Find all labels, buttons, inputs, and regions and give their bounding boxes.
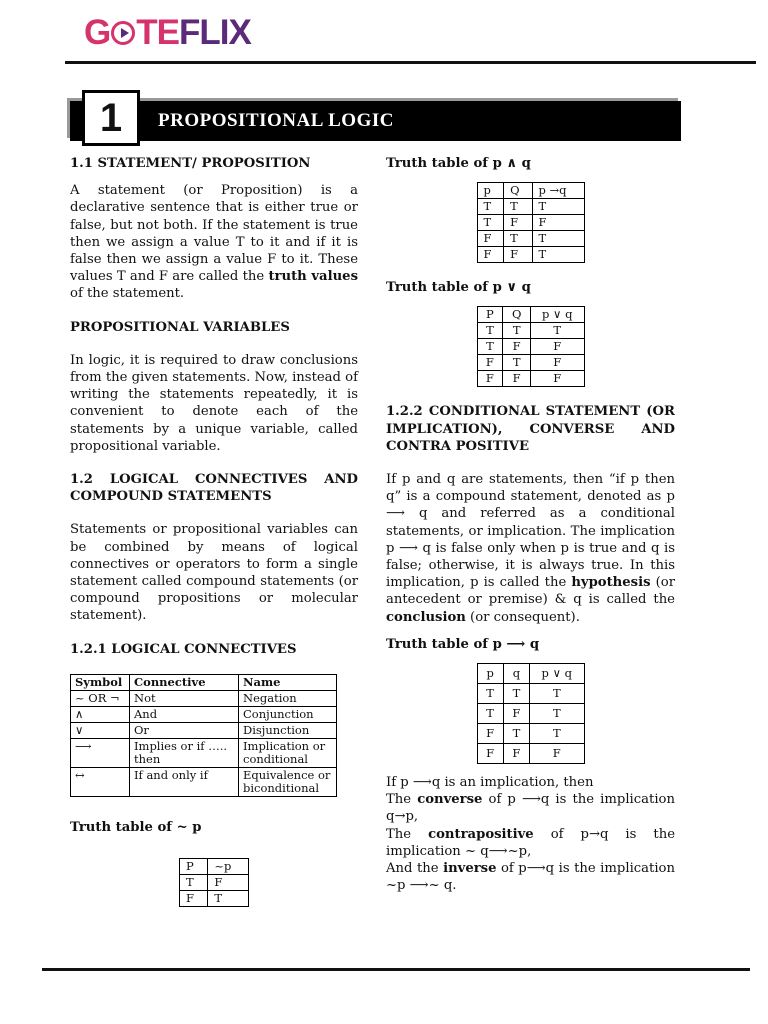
table-cell: F <box>504 215 532 231</box>
table-cell: F <box>180 891 208 907</box>
table-cell: T <box>477 215 504 231</box>
table-row <box>477 339 584 355</box>
section-1-1-title: 1.1 STATEMENT/ PROPOSITION <box>70 156 311 171</box>
table-cell: F <box>530 355 584 371</box>
table-cell: p <box>477 664 503 684</box>
right-column <box>386 155 675 894</box>
table-cell: F <box>208 875 249 891</box>
table-cell: Equivalence or biconditional <box>239 767 337 796</box>
table-cell: Or <box>130 722 239 738</box>
table-cell: F <box>477 231 504 247</box>
table-cell: Q <box>503 307 531 323</box>
not-truth-table-title: Truth table of ~ p <box>70 819 202 835</box>
not-truth-table <box>179 858 249 907</box>
table-cell: Implication or conditional <box>239 738 337 767</box>
section-1-2-title: 1.2 LOGICAL CONNECTIVES AND COMPOUND STATEMENTS <box>70 472 358 505</box>
table-header-row <box>477 307 584 323</box>
table-cell: T <box>530 323 584 339</box>
gateflix-logo: G TE FLIX <box>84 13 251 52</box>
table-row <box>477 323 584 339</box>
table-cell: F <box>477 744 503 764</box>
table-cell: F <box>503 744 529 764</box>
table-cell: F <box>530 744 584 764</box>
table-cell: ⟶ <box>71 738 130 767</box>
contrapositive-line: The contrapositive of p→q is the implication ~ q⟶~p, <box>386 826 675 859</box>
table-row <box>477 704 584 724</box>
table-cell: T <box>530 724 584 744</box>
table-header-row <box>477 183 584 199</box>
propositional-variables-title: PROPOSITIONAL VARIABLES <box>70 319 290 335</box>
table-cell: q <box>503 664 529 684</box>
table-cell: T <box>504 231 532 247</box>
section-1-2-2-title: 1.2.2 CONDITIONAL STATEMENT (OR IMPLICATION), CONVERSE AND CONTRA POSITIVE <box>386 404 675 454</box>
table-cell: p →q <box>532 183 584 199</box>
section-1-2-2-body: If p and q are statements, then “if p then q” is a compound statement, denoted as p ⟶ q and referred as a conditional statements, or implication. The implication p ⟶ q is false only when p is true and q is false; otherwise, it is always true. In this implication, p is called the hypothesis (or antecedent or premise) & q is called the conclusion (or consequent). <box>386 472 675 625</box>
play-icon <box>111 21 135 45</box>
table-cell: Not <box>130 690 239 706</box>
table-cell: T <box>477 684 503 704</box>
table-cell: T <box>504 199 532 215</box>
section-1-1-body: A statement (or Proposition) is a declarative sentence that is either true or false, but not both. If the statement is true then we assign a value T to it and if it is false then we assign a value F to it. These values T and F are called the truth values of the statement. <box>70 183 358 302</box>
table-cell: Negation <box>239 690 337 706</box>
table-cell: p ∨ q <box>530 307 584 323</box>
table-cell: And <box>130 706 239 722</box>
table-cell: F <box>477 371 503 387</box>
table-cell: F <box>530 371 584 387</box>
table-row <box>71 738 337 767</box>
table-cell: ~p <box>208 859 249 875</box>
table-cell: F <box>477 355 503 371</box>
table-cell: Q <box>504 183 532 199</box>
header-rule <box>65 61 756 64</box>
table-cell: p <box>477 183 504 199</box>
table-header-row: Symbol Connective Name <box>71 674 337 690</box>
implication-intro: If p ⟶q is an implication, then <box>386 775 594 791</box>
table-cell: T <box>532 231 584 247</box>
table-cell: T <box>477 199 504 215</box>
table-cell: T <box>503 355 531 371</box>
table-cell: ∧ <box>71 706 130 722</box>
table-header-row <box>477 664 584 684</box>
table-cell: Disjunction <box>239 722 337 738</box>
table-cell: T <box>503 323 531 339</box>
chapter-number: 1 <box>82 90 140 146</box>
table-cell: T <box>477 323 503 339</box>
table-cell: ~ OR ¬ <box>71 690 130 706</box>
table-cell: T <box>532 199 584 215</box>
table-cell: If and only if <box>130 767 239 796</box>
table-row <box>71 706 337 722</box>
table-cell: F <box>504 247 532 263</box>
table-cell: T <box>532 247 584 263</box>
or-truth-table-title: Truth table of p ∨ q <box>386 280 531 296</box>
section-1-2-body: Statements or propositional variables can be combined by means of logical connectives or operators to form a single statement called compound statements (or compound propositions or molecular statement). <box>70 522 358 624</box>
table-cell: T <box>503 724 529 744</box>
or-truth-table <box>477 306 585 387</box>
table-cell: Conjunction <box>239 706 337 722</box>
table-cell: Implies or if ….. then <box>130 738 239 767</box>
table-row <box>477 247 584 263</box>
table-row <box>180 891 249 907</box>
table-cell: F <box>503 371 531 387</box>
table-cell: F <box>530 339 584 355</box>
table-row <box>71 690 337 706</box>
table-row <box>477 231 584 247</box>
table-cell: F <box>477 247 504 263</box>
table-row <box>71 722 337 738</box>
inverse-line: And the inverse of p⟶q is the implication ~p ⟶~ q. <box>386 861 675 894</box>
table-cell: T <box>530 684 584 704</box>
table-cell: P <box>180 859 208 875</box>
table-row <box>71 767 337 796</box>
table-cell: F <box>477 724 503 744</box>
table-row <box>477 724 584 744</box>
table-cell: T <box>503 684 529 704</box>
table-cell: p ∨ q <box>530 664 584 684</box>
table-cell: T <box>477 339 503 355</box>
table-cell: F <box>503 339 531 355</box>
table-cell: P <box>477 307 503 323</box>
table-row <box>477 199 584 215</box>
table-row <box>180 875 249 891</box>
table-cell: T <box>208 891 249 907</box>
table-cell: F <box>532 215 584 231</box>
table-row <box>477 744 584 764</box>
connectives-table <box>70 674 337 797</box>
table-cell: T <box>180 875 208 891</box>
table-row <box>477 371 584 387</box>
table-cell: T <box>530 704 584 724</box>
and-truth-table-title: Truth table of p ∧ q <box>386 156 531 171</box>
chapter-title: PROPOSITIONAL LOGIC <box>158 110 394 131</box>
table-header-row <box>180 859 249 875</box>
table-cell: ∨ <box>71 722 130 738</box>
table-cell: T <box>477 704 503 724</box>
section-1-2-1-title: 1.2.1 LOGICAL CONNECTIVES <box>70 641 297 657</box>
footer-rule <box>42 968 750 971</box>
implication-truth-table-title: Truth table of p ⟶ q <box>386 636 540 652</box>
converse-line: The converse of p ⟶q is the implication q→p, <box>386 792 675 825</box>
table-cell: ↔ <box>71 767 130 796</box>
left-column <box>70 155 358 907</box>
propositional-variables-body: In logic, it is required to draw conclusions from the given statements. Now, instead of writing the statements repeatedly, it is convenient to denote each of the statements by a unique variable, called propositional variable. <box>70 352 358 454</box>
implication-truth-table <box>477 663 585 764</box>
and-truth-table <box>477 182 585 263</box>
table-row <box>477 215 584 231</box>
table-row <box>477 355 584 371</box>
table-cell: F <box>503 704 529 724</box>
table-row <box>477 684 584 704</box>
